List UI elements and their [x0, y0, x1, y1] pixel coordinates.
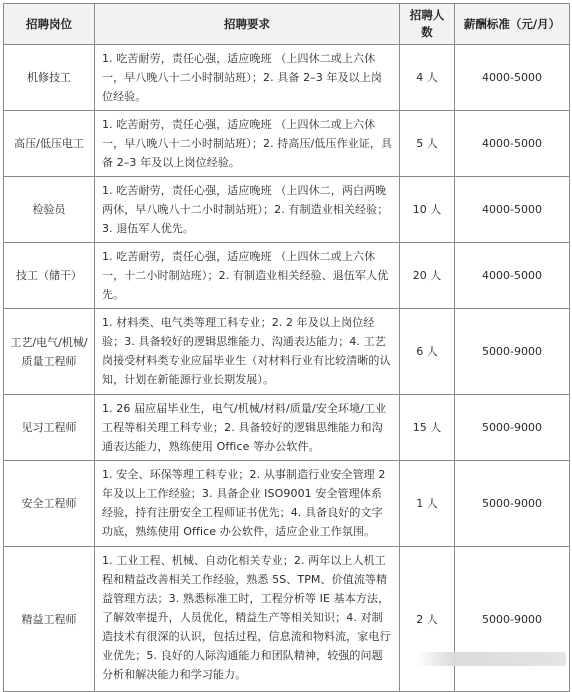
watermark-strip	[416, 652, 566, 666]
row-count: 5 人	[400, 111, 455, 177]
table-row	[4, 309, 570, 395]
row-position: 工艺/电气/机械/质量工程师	[4, 309, 95, 395]
row-position: 高压/低压电工	[4, 111, 95, 177]
row-position: 安全工程师	[4, 461, 95, 547]
header-salary: 薪酬标准（元/月）	[455, 4, 570, 45]
row-salary: 5000-9000	[455, 461, 570, 547]
header-count: 招聘人数	[400, 4, 455, 45]
row-count: 6 人	[400, 309, 455, 395]
row-requirements: 1. 安全、环保等理工科专业；2. 从事制造行业安全管理 2 年及以上工作经验；3. 具备企业 ISO9001 安全管理体系经验，持有注册安全工程师证书优先；4. 具备良好的文字功底，熟练使用 Office 办公软件，适应企业工作氛围。	[95, 461, 400, 547]
row-salary: 4000-5000	[455, 243, 570, 309]
recruitment-table	[3, 3, 570, 692]
header-position: 招聘岗位	[4, 4, 95, 45]
row-requirements: 1. 吃苦耐劳，责任心强，适应晚班 （上四休二或上六休一，早八晚八十二小时制站班）；2. 具备 2–3 年及以上岗位经验。	[95, 45, 400, 111]
row-salary: 5000-9000	[455, 547, 570, 692]
row-salary: 4000-5000	[455, 45, 570, 111]
row-salary: 5000-9000	[455, 309, 570, 395]
row-salary: 4000-5000	[455, 111, 570, 177]
table-row	[4, 111, 570, 177]
row-salary: 4000-5000	[455, 177, 570, 243]
table-row	[4, 45, 570, 111]
row-position: 见习工程师	[4, 395, 95, 461]
table-row	[4, 395, 570, 461]
table-header-row	[4, 4, 570, 45]
row-count: 4 人	[400, 45, 455, 111]
row-count: 1 人	[400, 461, 455, 547]
row-count: 2 人	[400, 547, 455, 692]
row-requirements: 1. 26 届应届毕业生，电气/机械/材料/质量/安全环境/工业工程等相关理工科专业；2. 具备较好的逻辑思维能力和沟通表达能力，熟练使用 Office 等办公软件。	[95, 395, 400, 461]
row-requirements: 1. 工业工程、机械、自动化相关专业；2. 两年以上人机工程和精益改善相关工作经验，熟悉 5S、TPM、价值流等精益管理方法；3. 熟悉标准工时，工程分析等 IE 基本方法，了解效率提升，人员优化，精益生产等相关知识；4. 对制造技术有很深的认识，包括过程，信息流和物料流，家电行业优先；5. 良好的人际沟通能力和团队精神，较强的问题分析和解决能力和学习能力。	[95, 547, 400, 692]
table-row	[4, 243, 570, 309]
row-count: 15 人	[400, 395, 455, 461]
row-requirements: 1. 吃苦耐劳，责任心强，适应晚班 （上四休二或上六休一，早八晚八十二小时制站班）；2. 持高压/低压作业证，具备 2–3 年及以上岗位经验。	[95, 111, 400, 177]
table-row	[4, 461, 570, 547]
row-count: 10 人	[400, 177, 455, 243]
row-position: 检验员	[4, 177, 95, 243]
row-position: 精益工程师	[4, 547, 95, 692]
row-requirements: 1. 吃苦耐劳，责任心强，适应晚班 （上四休二，两白两晚两休，早八晚八十二小时制站班）；2. 有制造业相关经验；3. 退伍军人优先。	[95, 177, 400, 243]
row-requirements: 1. 材料类、电气类等理工科专业；2. 2 年及以上岗位经验；3. 具备较好的逻辑思维能力、沟通表达能力；4. 工艺岗接受材料类专业应届毕业生（对材料行业有比较清晰的认知，计划在新能源行业长期发展）。	[95, 309, 400, 395]
row-salary: 5000-9000	[455, 395, 570, 461]
table-row	[4, 547, 570, 692]
row-position: 技工（储干）	[4, 243, 95, 309]
table-row	[4, 177, 570, 243]
row-requirements: 1. 吃苦耐劳，责任心强，适应晚班 （上四休二或上六休一，十二小时制站班）；2. 有制造业相关经验、退伍军人优先。	[95, 243, 400, 309]
header-requirements: 招聘要求	[95, 4, 400, 45]
row-count: 20 人	[400, 243, 455, 309]
row-position: 机修技工	[4, 45, 95, 111]
